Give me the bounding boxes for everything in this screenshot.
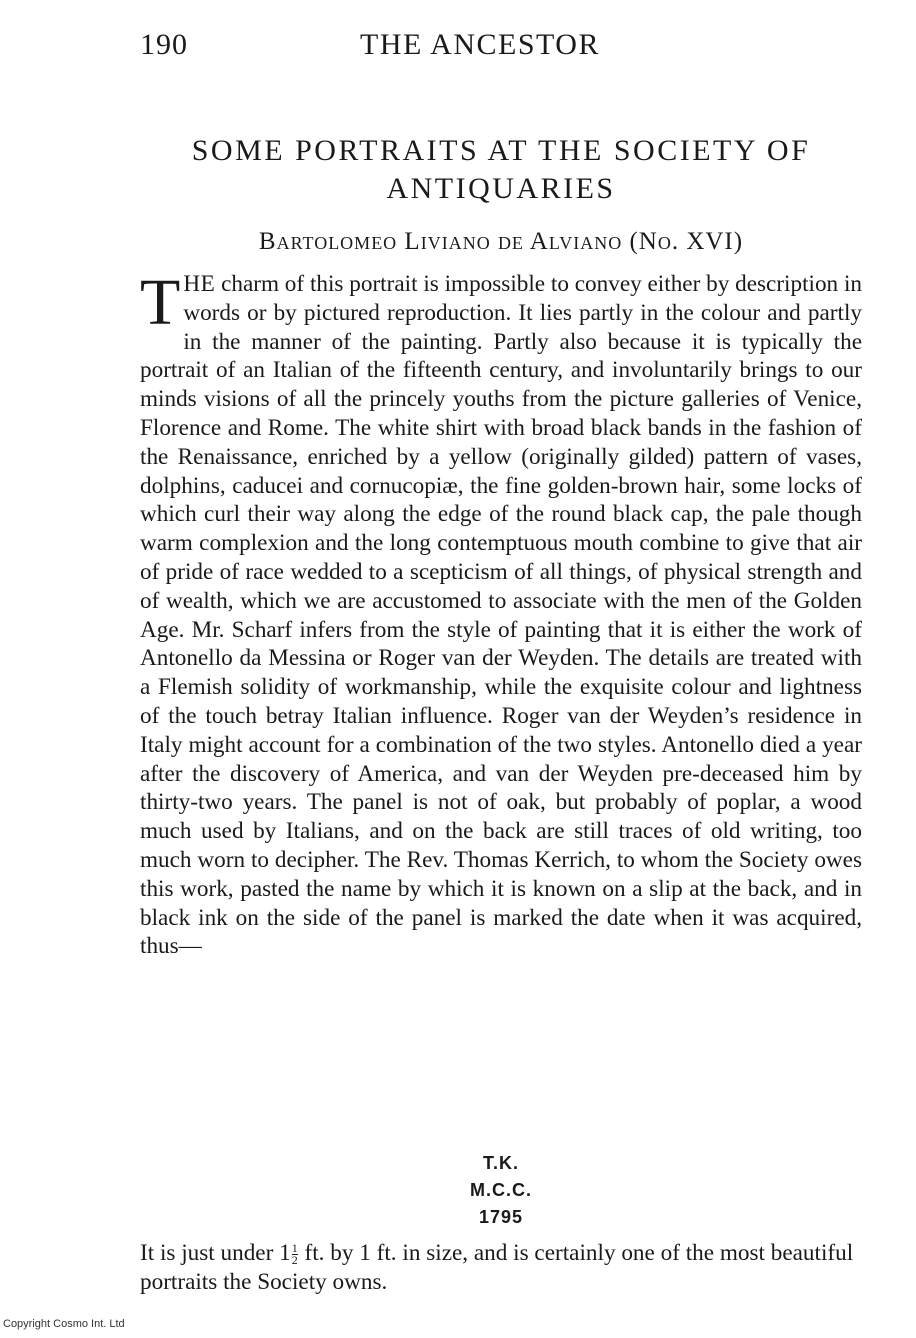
inscription-society: M.C.C. (470, 1180, 532, 1200)
closing-after: ft. by 1 ft. in size, and is certainly one of the most beautiful portraits the Society owns. (140, 1240, 854, 1295)
fraction-denominator: 2 (291, 1253, 298, 1268)
journal-title: THE ANCESTOR (360, 28, 600, 61)
body-paragraph: charm of this portrait is impossible to convey either by description in words or by pictured reproduction. It lies partly in the colour and partly in the manner of the painting. Partly also because it is typically the portrait of an Italian of the fifteenth century, and involuntarily brings to our minds visions of all the princely youths from the picture galleries of Venice, Florence and Rome. The white shirt with broad black bands in the fashion of the Renaissance, enriched by a yellow (originally gilded) pattern of vases, dolphins, caducei and cornucopiæ, the fine golden-brown hair, some locks of which curl their way along the edge of the round black cap, the pale though warm complexion and the long contemptuous mouth combine to give that air of pride of race wedded to a scepticism of all things, of physical strength and of wealth, which we are accustomed to associate with the men of the Golden Age. Mr. Scharf infers from the style of painting that it is either the work of Antonello da Messina or Roger van der Weyden. The details are treated with a Flemish solidity of workmanship, while the exquisite colour and lightness of the touch betray Italian influence. Roger van der Weyden’s residence in Italy might account for a combination of the two styles. Antonello died a year after the discovery of America, and van der Weyden pre-deceased him by thirty-two years. The panel is not of oak, but probably of poplar, a wood much used by Italians, and on the back are still traces of old writing, too much worn to decipher. The Rev. Thomas Kerrich, to whom the Society owes this work, pasted the name by which it is known on a slip at the back, and in black ink on the side of the panel is marked the date when it was acquired, thus— (140, 271, 862, 960)
half-fraction (292, 1243, 298, 1266)
inscription-initials: T.K. (482, 1153, 519, 1173)
closing-whole: 1 (279, 1240, 291, 1266)
article-subtitle: Bartolomeo Liviano de Alviano (No. XVI) (258, 228, 744, 255)
running-head (140, 28, 862, 68)
inscription-year: 1795 (478, 1207, 524, 1227)
lead-in: HE (183, 271, 216, 297)
copyright-notice: Copyright Cosmo Int. Ltd (3, 1318, 125, 1330)
closing-paragraph (140, 1239, 862, 1297)
article-body (140, 266, 862, 961)
closing-before: It is just under (140, 1240, 280, 1266)
article-title: SOME PORTRAITS AT THE SOCIETY OF ANTIQUARIES (191, 134, 811, 205)
fraction-numerator: 1 (291, 1241, 298, 1256)
page-number: 190 (140, 28, 188, 61)
panel-inscription (140, 1150, 862, 1231)
drop-cap: T (140, 266, 181, 339)
